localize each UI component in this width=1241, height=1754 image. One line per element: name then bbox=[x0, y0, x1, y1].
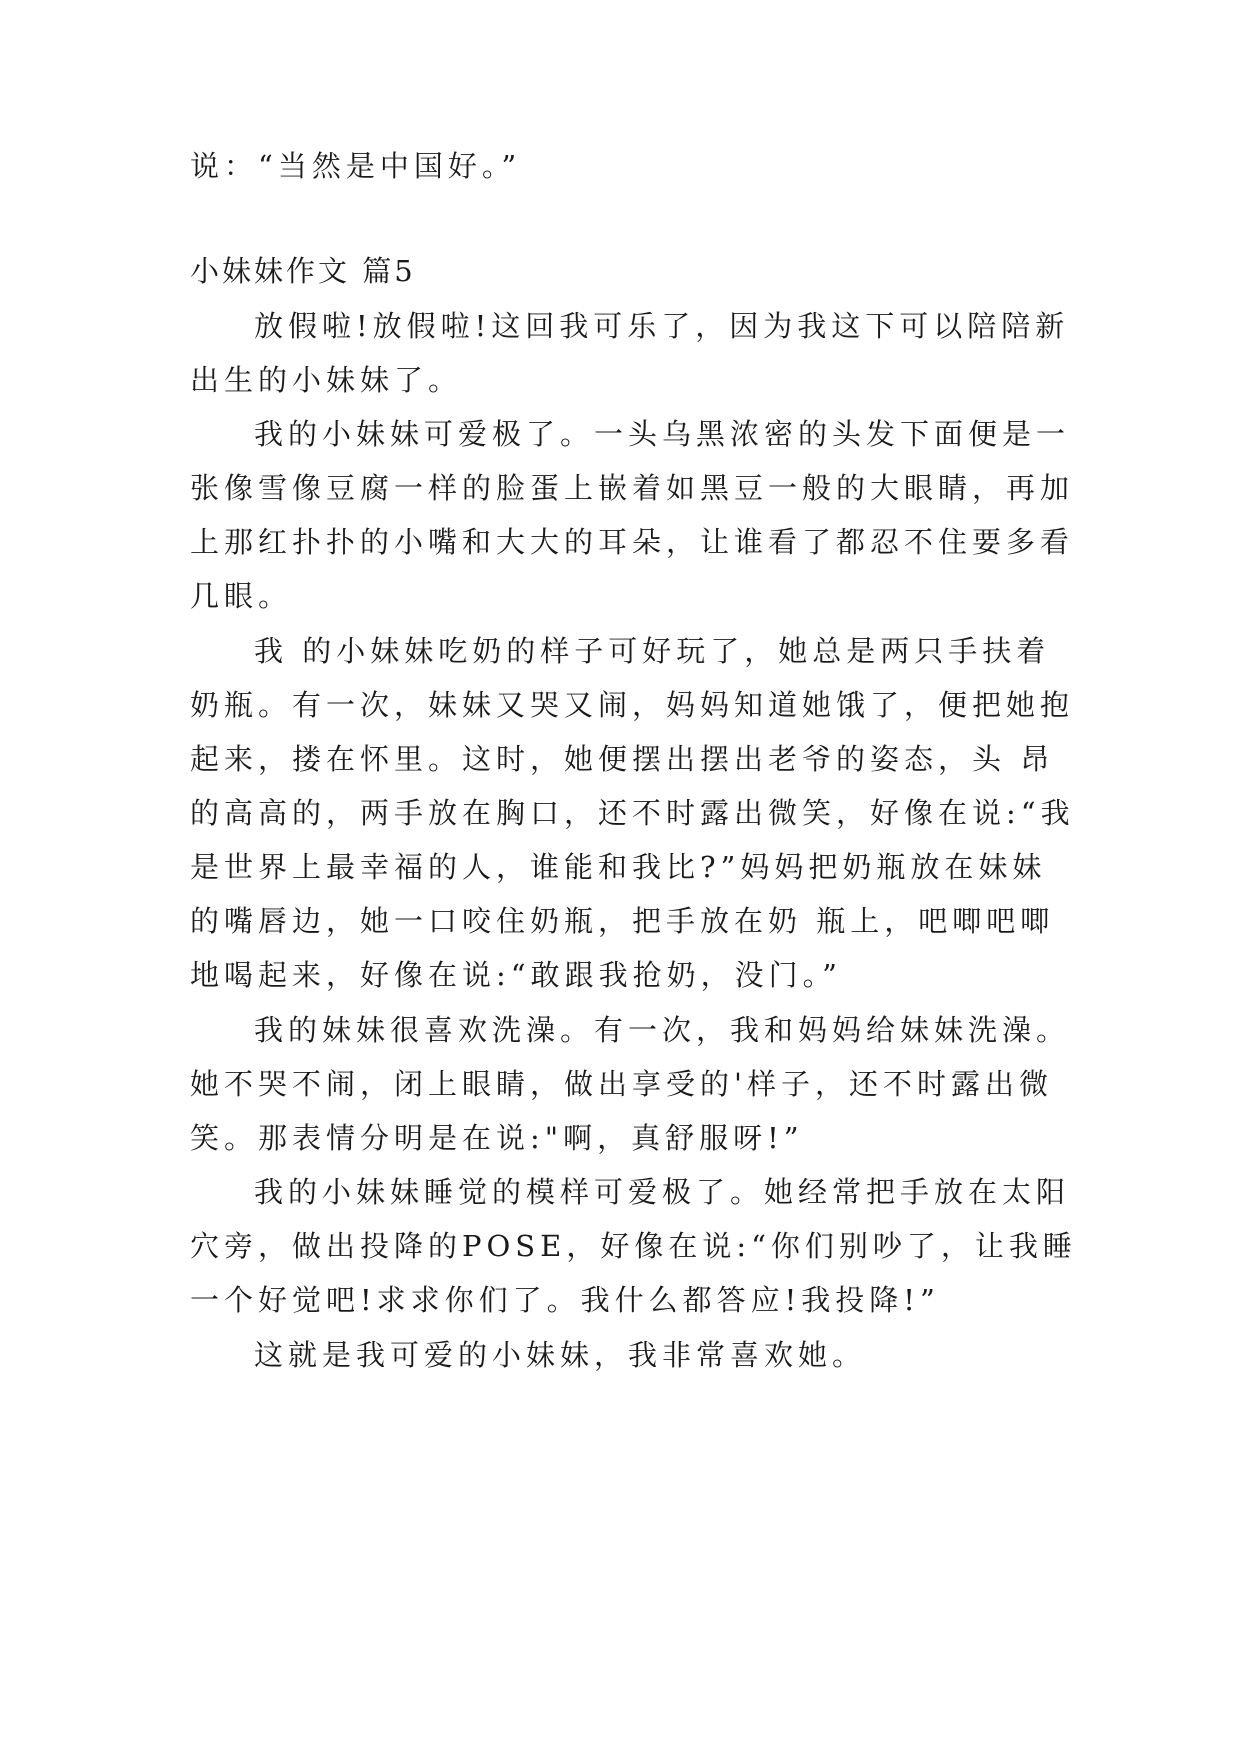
text-line: 是世界上最幸福的人，谁能和我比?”妈妈把奶瓶放在妹妹 bbox=[190, 850, 1047, 884]
text-line: 她不哭不闹，闭上眼睛，做出享受的'样子，还不时露出微 bbox=[190, 1067, 1053, 1101]
paragraph-first-line: 我的小妹妹睡觉的模样可爱极了。她经常把手放在太阳 bbox=[254, 1175, 1071, 1209]
paragraph-first-line: 这就是我可爱的小妹妹，我非常喜欢她。 bbox=[254, 1338, 867, 1372]
text-line: 的高高的，两手放在胸口，还不时露出微笑，好像在说:“我 bbox=[190, 796, 1075, 830]
paragraph-first-line: 放假啦!放假啦!这回我可乐了，因为我这下可以陪陪新 bbox=[254, 309, 1070, 343]
text-line: 一个好觉吧!求求你们了。我什么都答应!我投降!” bbox=[190, 1283, 940, 1317]
text-line: 奶瓶。有一次，妹妹又哭又闹，妈妈知道她饿了，便把她抱 bbox=[190, 688, 1075, 722]
text-line: 的嘴唇边，她一口咬住奶瓶，把手放在奶 瓶上，吧唧吧唧 bbox=[190, 904, 1055, 938]
paragraph-first-line: 我的小妹妹可爱极了。一头乌黑浓密的头发下面便是一 bbox=[254, 417, 1071, 451]
text-line: 说：“当然是中国好。” bbox=[190, 149, 522, 183]
text-line: 起来，搂在怀里。这时，她便摆出摆出老爷的姿态，头 昂 bbox=[190, 742, 1055, 776]
text-line: 几眼。 bbox=[190, 579, 293, 613]
text-line: 出生的小妹妹了。 bbox=[190, 363, 463, 397]
paragraph-first-line: 我的妹妹很喜欢洗澡。有一次，我和妈妈给妹妹洗澡。 bbox=[254, 1013, 1071, 1047]
text-line: 笑。那表情分明是在说:"啊，真舒服呀!” bbox=[190, 1121, 804, 1155]
text-line: 上那红扑扑的小嘴和大大的耳朵，让谁看了都忍不住要多看 bbox=[190, 525, 1075, 559]
text-line: 地喝起来，好像在说:“敢跟我抢奶，没门。” bbox=[190, 958, 842, 992]
section-heading: 小妹妹作文 篇5 bbox=[190, 254, 416, 288]
text-line: 张像雪像豆腐一样的脸蛋上嵌着如黑豆一般的大眼睛，再加 bbox=[190, 471, 1075, 505]
text-line: 穴旁，做出投降的POSE，好像在说:“你们别吵了，让我睡 bbox=[190, 1229, 1077, 1263]
paragraph-first-line: 我 的小妹妹吃奶的样子可好玩了，她总是两只手扶着 bbox=[254, 634, 1051, 668]
